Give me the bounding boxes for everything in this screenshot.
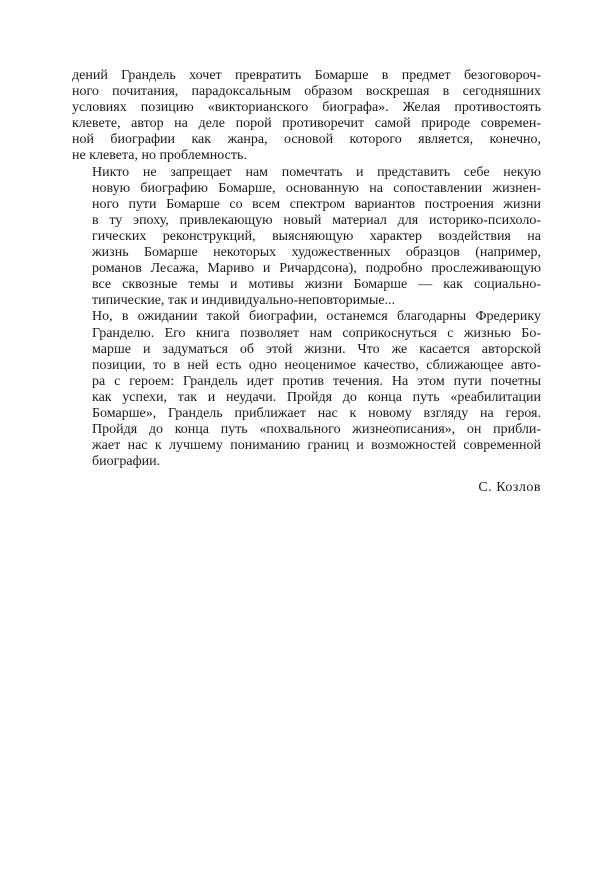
paragraph [72, 309, 541, 470]
text-line: жает нас к лучшему пониманию границ и возможностей современной [92, 438, 541, 454]
text-line: не клевета, но проблемность. [72, 148, 247, 164]
text-line: клевете, автор на деле порой противоречит самой природе современ- [72, 116, 541, 132]
text-line: ного почитания, парадоксальным образом воскрешая в сегодняшних [72, 84, 541, 100]
author-signature: С. Козлов [478, 480, 541, 496]
text-line: в ту эпоху, привлекающую новый материал для историко-психоло- [92, 212, 541, 228]
text-line: биографии. [92, 454, 161, 470]
text-line: ного пути Бомарше со всем спектром вариантов построения жизни [92, 196, 541, 212]
paragraph [72, 165, 541, 310]
paragraphs-container [72, 68, 541, 470]
text-line: типические, так и индивидуально-неповторимые... [92, 293, 396, 309]
article-body [72, 68, 541, 496]
text-line: условиях позицию «викторианского биографа». Желая противостоять [72, 100, 541, 116]
text-line: ра с героем: Грандель идет против течения. На этом пути почетны [92, 373, 541, 389]
text-line: Пройдя до конца путь «похвального жизнеописания», он прибли- [92, 422, 541, 438]
text-line: марше и задуматься об этой жизни. Что же касается авторской [92, 341, 541, 357]
paragraph [72, 68, 541, 165]
text-line: Бомарше», Грандель приближает нас к новому взгляду на героя. [92, 405, 541, 421]
text-line: Никто не запрещает нам помечтать и представить себе некую [92, 164, 541, 180]
text-line: романов Лесажа, Мариво и Ричардсона), подробно прослеживающую [92, 261, 541, 277]
text-line: новую биографию Бомарше, основанную на сопоставлении жизнен- [92, 180, 541, 196]
text-line: как успехи, так и неудачи. Пройдя до конца путь «реабилитации [92, 389, 541, 405]
text-line: все сквозные темы и мотивы жизни Бомарше — как социально- [92, 277, 541, 293]
text-line: позиции, то в ней есть одно неоценимое качество, сближающее авто- [92, 357, 541, 373]
text-line: дений Грандель хочет превратить Бомарше в предмет безоговороч- [72, 68, 541, 83]
text-line: жизнь Бомарше некоторых художественных образцов (например, [92, 245, 541, 261]
text-line: Гранделю. Его книга позволяет нам соприкоснуться с жизнью Бо- [92, 325, 541, 341]
text-line: Но, в ожидании такой биографии, останемся благодарны Фредерику [92, 309, 541, 325]
text-line: гических реконструкций, выясняющую характер воздействия на [92, 228, 541, 244]
text-line: ной биографии как жанра, основой которого является, конечно, [72, 132, 541, 148]
